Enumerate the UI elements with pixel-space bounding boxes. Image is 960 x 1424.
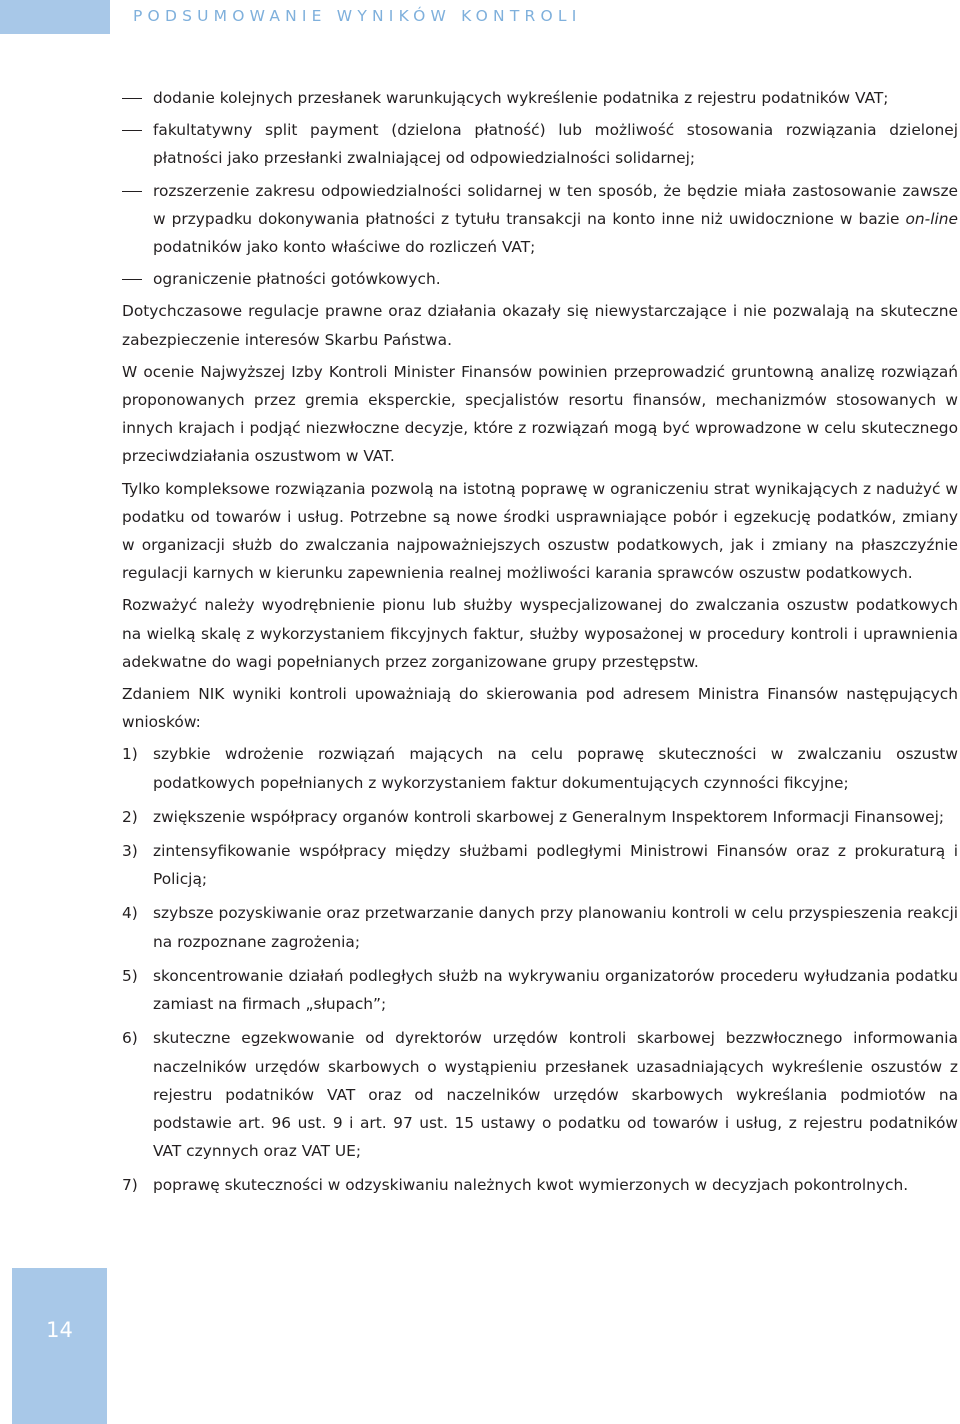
list-number: 5)	[122, 966, 138, 985]
list-item-text: podatników jako konto właściwe do rozliczeń VAT;	[153, 238, 536, 257]
list-number: 2)	[122, 807, 138, 826]
list-number: 3)	[122, 842, 138, 861]
list-item	[122, 84, 958, 112]
page-number: 14	[46, 1318, 73, 1342]
list-item	[122, 1171, 958, 1199]
dash-bullet-icon	[122, 130, 142, 131]
list-item-text: skuteczne egzekwowanie od dyrektorów urzędów kontroli skarbowej bezzwłocznego informowania naczelników urzędów skarbowych o wystąpieniu przesłanek uzasadniających wykreślenie oszustów z rejestru podatników VAT oraz od naczelników urzędów skarbowych wykreślania podmiotów na podstawie art. 96 ust. 9 i art. 97 ust. 15 ustawy o podatku od towarów i usług, z rejestru podatników VAT czynnych oraz VAT UE;	[153, 1029, 958, 1161]
list-item-text: szybsze pozyskiwanie oraz przetwarzanie danych przy planowaniu kontroli w celu przyspieszenia reakcji na rozpoznane zagrożenia;	[153, 904, 958, 951]
list-number: 1)	[122, 745, 138, 764]
list-item-italic-text: on-line	[905, 209, 958, 228]
list-item-text: dodanie kolejnych przesłanek warunkujących wykreślenie podatnika z rejestru podatników VAT;	[153, 89, 889, 107]
body-paragraph: Dotychczasowe regulacje prawne oraz działania okazały się niewystarczające i nie pozwalają na skuteczne zabezpieczenie interesów Skarbu Państwa.	[122, 302, 958, 349]
list-item-text: rozszerzenie zakresu odpowiedzialności solidarnej w ten sposób, że będzie miała zastosowanie zawsze w przypadku dokonywania płatności z tytułu transakcji na konto inne niż uwidocznione w bazie	[153, 181, 958, 228]
list-item-text: skoncentrowanie działań podległych służb na wykrywaniu organizatorów procederu wyłudzania podatku zamiast na firmach „słupach”;	[153, 966, 958, 1014]
list-item	[122, 265, 958, 293]
list-item	[122, 899, 958, 955]
header-color-block	[0, 0, 110, 34]
list-item-text: ograniczenie płatności gotówkowych.	[153, 270, 441, 289]
recommendations-list	[122, 740, 958, 1199]
list-item-text: fakultatywny split payment (dzielona płatność) lub możliwość stosowania rozwiązania dzielonej płatności jako przesłanki zwalniającej od odpowiedzialności solidarnej;	[153, 121, 958, 168]
dash-bullet-icon	[122, 279, 142, 280]
dash-list	[122, 84, 958, 293]
dash-bullet-icon	[122, 191, 142, 192]
list-item	[122, 1024, 958, 1165]
body-paragraph: W ocenie Najwyższej Izby Kontroli Minister Finansów powinien przeprowadzić gruntowną analizę rozwiązań proponowanych przez gremia eksperckie, specjalistów resortu finansów, mechanizmów stosowanych w innych krajach i podjąć niezwłoczne decyzje, które z rozwiązań mogą być wprowadzone w celu skutecznego przeciwdziałania oszustwom w VAT.	[122, 362, 958, 466]
list-item	[122, 116, 958, 172]
dash-bullet-icon	[122, 98, 142, 99]
list-item	[122, 740, 958, 796]
body-paragraph: Rozważyć należy wyodrębnienie pionu lub służby wyspecjalizowanej do zwalczania oszustw podatkowych na wielką skalę z wykorzystaniem fikcyjnych faktur, służby wyposażonej w procedury kontroli i uprawnienia adekwatne do wagi popełnianych przez zorganizowane grupy przestępstw.	[122, 596, 958, 671]
list-number: 7)	[122, 1176, 138, 1195]
list-number: 6)	[122, 1029, 138, 1048]
body-paragraph: Tylko kompleksowe rozwiązania pozwolą na istotną poprawę w ograniczeniu strat wynikających z nadużyć w podatku od towarów i usług. Potrzebne są nowe środki usprawniające pobór i egzekucję podatków, zmiany w organizacji służb do zwalczania najpoważniejszych oszustw podatkowych, jak i zmiany na płaszczyźnie regulacji karnych w kierunku zapewnienia realnej możliwości karania sprawców oszustw podatkowych.	[122, 479, 958, 583]
page-number-tab	[12, 1268, 107, 1424]
list-number: 4)	[122, 904, 138, 923]
list-item-text: zintensyfikowanie współpracy między służbami podległymi Ministrowi Finansów oraz z prokuraturą i Policją;	[153, 842, 958, 889]
list-item	[122, 803, 958, 831]
running-header-title: PODSUMOWANIE WYNIKÓW KONTROLI	[133, 7, 582, 25]
list-item	[122, 837, 958, 893]
body-paragraph: Zdaniem NIK wyniki kontroli upoważniają do skierowania pod adresem Ministra Finansów następujących wniosków:	[122, 685, 958, 732]
list-item-text: szybkie wdrożenie rozwiązań mających na celu poprawę skuteczności w zwalczaniu oszustw podatkowych popełnianych z wykorzystaniem faktur dokumentujących czynności fikcyjne;	[153, 745, 958, 792]
list-item	[122, 962, 958, 1018]
document-body	[122, 84, 958, 1206]
list-item-text: poprawę skuteczności w odzyskiwaniu należnych kwot wymierzonych w decyzjach pokontrolnych.	[153, 1176, 909, 1195]
list-item-text: zwiększenie współpracy organów kontroli skarbowej z Generalnym Inspektorem Informacji Finansowej;	[153, 807, 945, 826]
list-item	[122, 177, 958, 262]
